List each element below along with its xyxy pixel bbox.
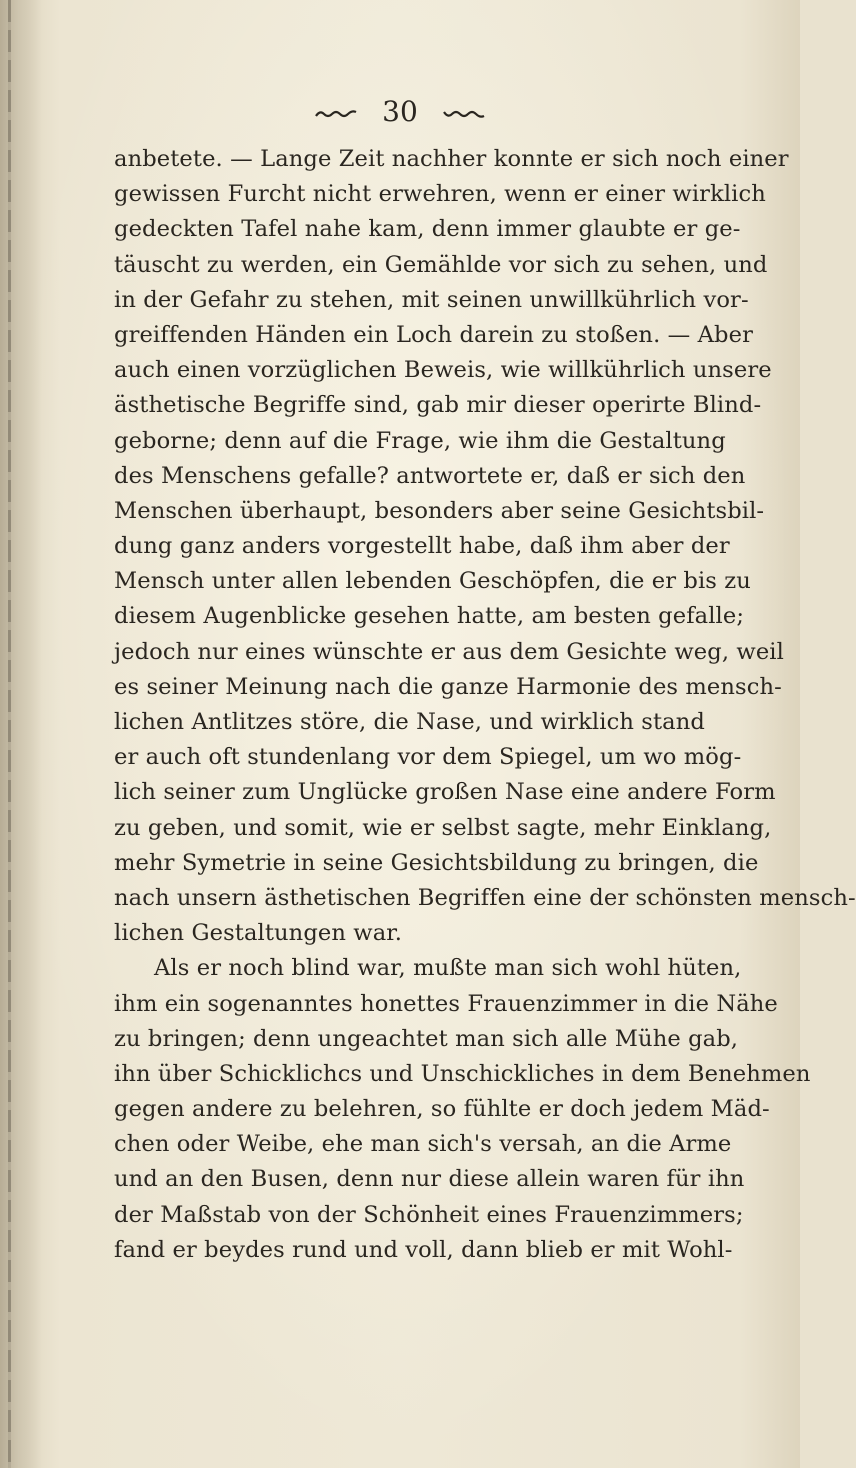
text-line: lichen Antlitzes störe, die Nase, und wirklich stand	[114, 709, 705, 735]
text-line: es seiner Meinung nach die ganze Harmonie des mensch-	[114, 673, 782, 700]
text-line: nach unsern ästhetischen Begriffen eine der schönsten mensch-	[114, 884, 856, 911]
text-line: der Maßstab von der Schönheit eines Frauenzimmers;	[114, 1201, 744, 1228]
text-line: anbetete. — Lange Zeit nachher konnte er sich noch einer	[114, 146, 789, 172]
text-line: und an den Busen, denn nur diese allein waren für ihn	[114, 1166, 745, 1193]
text-line: jedoch nur eines wünschte er aus dem Gesichte weg, weil	[114, 638, 784, 665]
text-line: chen oder Weibe, ehe man sich's versah, an die Arme	[114, 1131, 732, 1158]
body-text	[114, 142, 856, 1268]
text-line: ihn über Schicklichcs und Unschickliches in dem Benehmen	[114, 1060, 811, 1087]
text-line: zu bringen; denn ungeachtet man sich alle Mühe gab,	[114, 1025, 739, 1052]
text-line: in der Gefahr zu stehen, mit seinen unwillkührlich vor-	[114, 286, 749, 313]
text-line: Als er noch blind war, mußte man sich wohl hüten,	[154, 955, 742, 982]
text-line: gedeckten Tafel nahe kam, denn immer glaubte er ge-	[114, 216, 741, 243]
text-line: mehr Symetrie in seine Gesichtsbildung zu bringen, die	[114, 849, 759, 876]
text-line: fand er beydes rund und voll, dann blieb er mit Wohl-	[114, 1236, 733, 1263]
text-line: dung ganz anders vorgestellt habe, daß ihm aber der	[114, 533, 730, 560]
text-line: lichen Gestaltungen war.	[114, 920, 403, 947]
text-line: gegen andere zu belehren, so fühlte er doch jedem Mäd-	[114, 1096, 770, 1123]
text-line: gewissen Furcht nicht erwehren, wenn er einer wirklich	[114, 181, 766, 208]
text-line: geborne; denn auf die Frage, wie ihm die Gestaltung	[114, 427, 726, 454]
text-line: lich seiner zum Unglücke großen Nase eine andere Form	[114, 779, 776, 806]
text-line: Menschen überhaupt, besonders aber seine Gesichtsbil-	[114, 497, 765, 524]
text-line: täuscht zu werden, ein Gemählde vor sich zu sehen, und	[114, 251, 768, 278]
text-line: auch einen vorzüglichen Beweis, wie willkührlich unsere	[114, 357, 772, 384]
text-line: ihm ein sogenanntes honettes Frauenzimmer in die Nähe	[114, 990, 778, 1017]
page-binding-shadow	[0, 0, 42, 1468]
page-number: 30	[382, 95, 418, 128]
text-line: ästhetische Begriffe sind, gab mir dieser operirte Blind-	[114, 392, 762, 419]
ornament-left-icon	[314, 97, 358, 127]
text-line: er auch oft stundenlang vor dem Spiegel, um wo mög-	[114, 744, 742, 771]
text-line: greiffenden Händen ein Loch darein zu stoßen. — Aber	[114, 321, 753, 348]
text-line: Mensch unter allen lebenden Geschöpfen, die er bis zu	[114, 568, 751, 595]
text-line: diesem Augenblicke gesehen hatte, am besten gefalle;	[114, 603, 745, 630]
text-line: zu geben, und somit, wie er selbst sagte, mehr Einklang,	[114, 814, 772, 841]
text-line: des Menschens gefalle? antwortete er, daß er sich den	[114, 462, 746, 489]
binding-stitch	[8, 0, 11, 1468]
page-header	[0, 96, 800, 127]
ornament-right-icon	[442, 97, 486, 127]
